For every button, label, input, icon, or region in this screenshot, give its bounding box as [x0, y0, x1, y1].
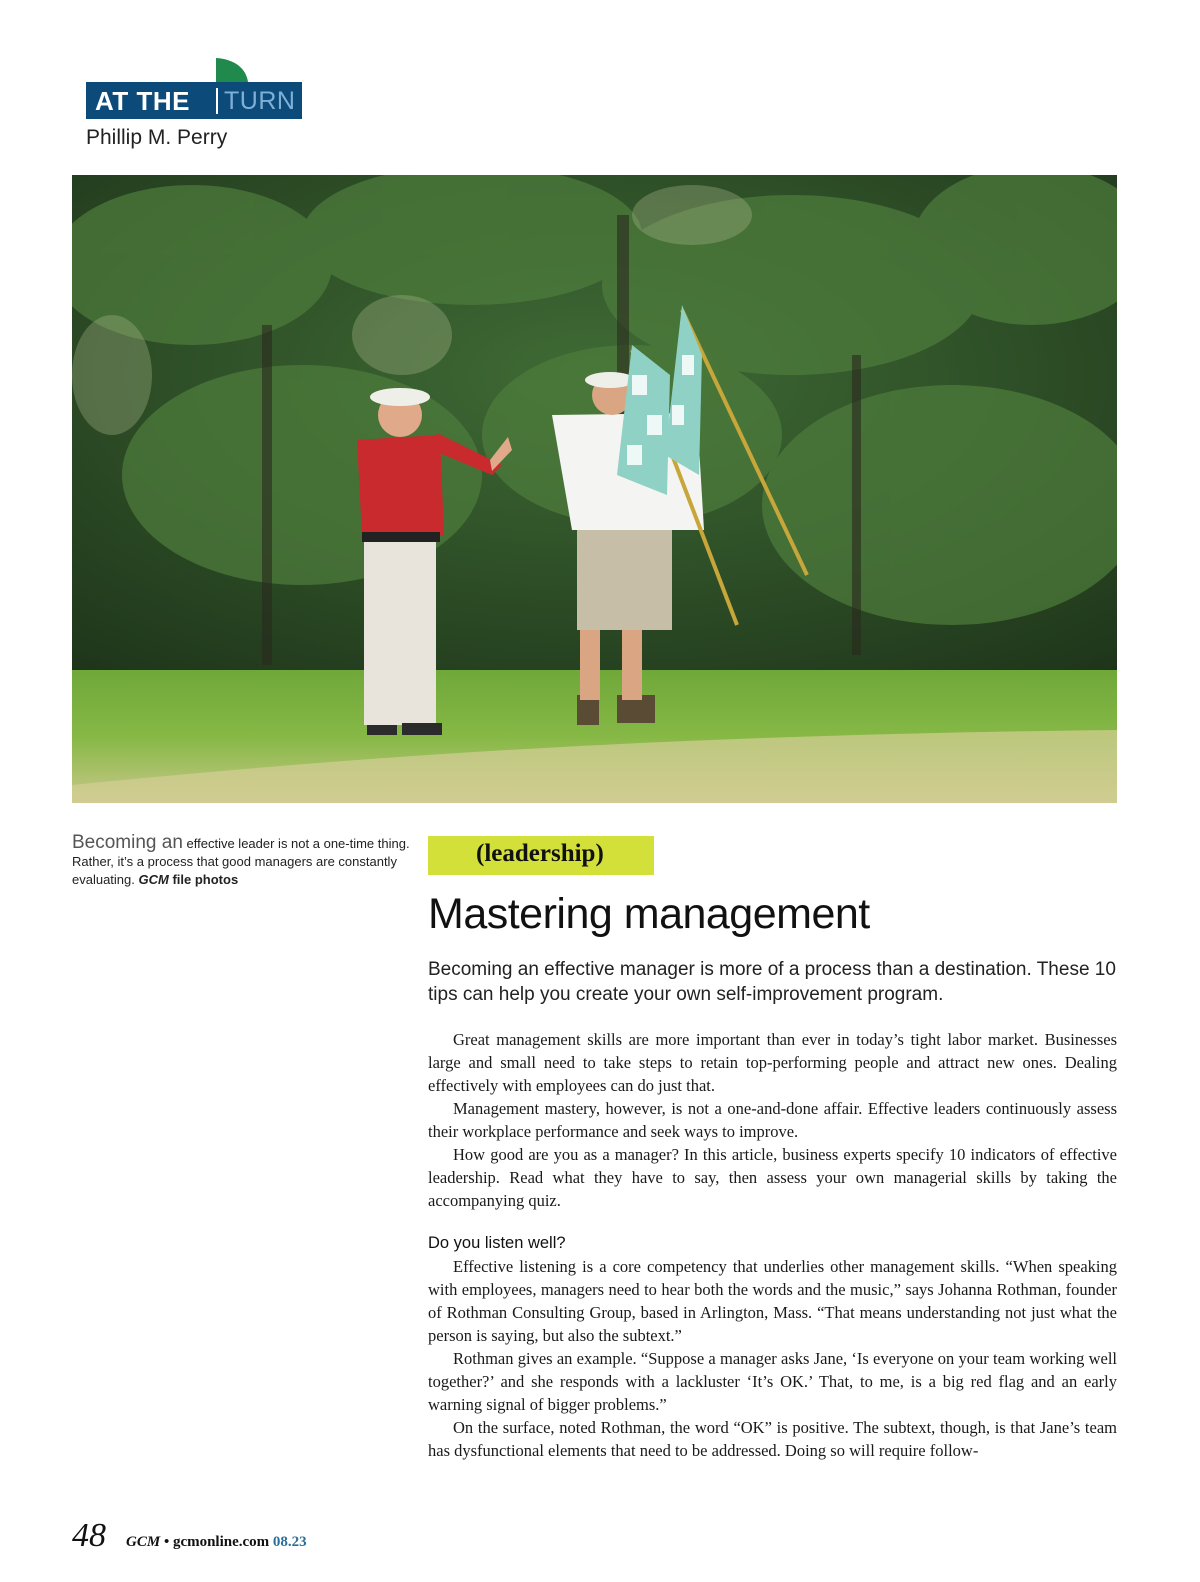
body-paragraph: Effective listening is a core competency that underlies other management skills. “When speaking with employees, managers need to hear both the words and the music,” says Johanna Rothman, founder of Rothman Consulting Group, based in Arlington, Mass. “That means understanding not just what the person is saying, but also the subtext.” [428, 1257, 1117, 1345]
photo-caption [72, 834, 412, 889]
flag-icon [216, 58, 248, 82]
article-deck: Becoming an effective manager is more of a process than a destination. These 10 tips can help you create your own self-improvement program. [428, 959, 1116, 1005]
logo-turn: TURN [224, 87, 296, 115]
body-paragraph: On the surface, noted Rothman, the word “OK” is positive. The subtext, though, is that Jane’s team has dysfunctional elements that need to be addressed. Doing so will require follow- [428, 1418, 1117, 1460]
section-tag [428, 836, 654, 875]
golf-course-photo [72, 175, 1117, 803]
footer-gcm: GCM [126, 1534, 161, 1550]
caption-credit [139, 872, 239, 887]
caption-credit-gcm: GCM [138, 872, 169, 887]
caption-text: effective leader is not a one-time thing. Rather, it’s a process that good managers are constantly evaluating. [72, 836, 410, 887]
body-paragraph: Great management skills are more important than ever in today’s tight labor market. Businesses large and small need to take steps to retain top-performing people and attract new ones. Dealing effectively with employees can do just that. [428, 1030, 1117, 1095]
section-tag-label: (leadership) [476, 840, 604, 867]
caption-lead: Becoming an [72, 832, 183, 853]
footer-date: 08.23 [272, 1534, 307, 1550]
logo-divider [216, 88, 218, 114]
author-byline: Phillip M. Perry [86, 126, 228, 149]
publication-line [126, 1534, 307, 1551]
article-body [428, 1028, 1117, 1462]
body-paragraph: Rothman gives an example. “Suppose a manager asks Jane, ‘Is everyone on your team working well together?’ and she responds with a lackluster ‘It’s OK.’ That, to me, is a big red flag and an early warning signal of bigger problems.” [428, 1349, 1117, 1414]
body-subhead: Do you listen well? [428, 1234, 566, 1252]
article-headline: Mastering management [428, 890, 870, 938]
caption-credit-rest: file photos [168, 872, 239, 887]
logo-at-the: AT THE [95, 86, 190, 116]
page-number: 48 [72, 1517, 106, 1554]
body-paragraph: How good are you as a manager? In this article, business experts specify 10 indicators of effective leadership. Read what they have to say, then assess your own managerial skills by taking the accompanying quiz. [428, 1145, 1117, 1210]
at-the-turn-logo [86, 58, 302, 119]
body-paragraph: Management mastery, however, is not a one-and-done affair. Effective leaders continuously assess their workplace performance and seek ways to improve. [428, 1099, 1117, 1141]
footer-site: • gcmonline.com [160, 1534, 273, 1550]
